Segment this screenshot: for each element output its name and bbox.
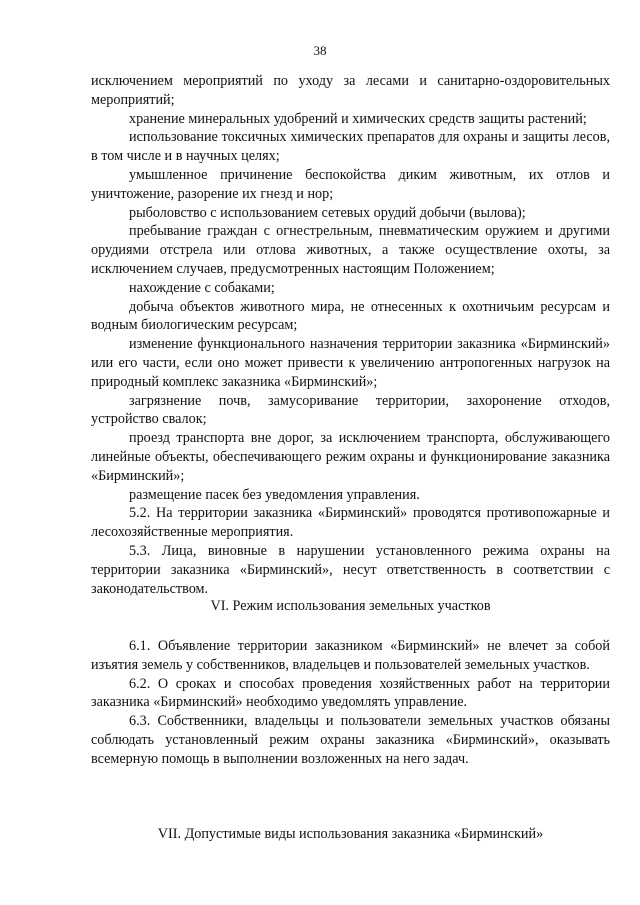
paragraph: пребывание граждан с огнестрельным, пневматическим оружием и другими орудиями отстрела или отлова животных, а также осуществление охоты, за исключением случаев, предусмотренных настоящим Положением; (91, 223, 610, 277)
paragraph: размещение пасек без уведомления управления. (129, 486, 420, 503)
page-number: 38 (313, 43, 327, 58)
paragraph: исключением мероприятий по уходу за лесами и санитарно-оздоровительных мероприятий; (91, 73, 610, 108)
paragraph: 6.1. Объявление территории заказником «Бирминский» не влечет за собой изъятия земель у собственников, владельцев и пользователей земельных участков. (91, 638, 610, 673)
paragraph: загрязнение почв, замусоривание территории, захоронение отходов, устройство свалок; (91, 392, 610, 428)
paragraph: изменение функционального назначения территории заказника «Бирминский» или его части, если оно может привести к увеличению антропогенных нагрузок на природный комплекс заказника «Бирминский»; (91, 336, 610, 390)
section-7-heading: VII. Допустимые виды использования заказника «Бирминский» (157, 826, 544, 842)
paragraph: умышленное причинение беспокойства диким животным, их отлов и уничтожение, разорение их гнезд и нор; (91, 166, 610, 202)
section-6-text (91, 637, 610, 769)
section-6-heading: VI. Режим использования земельных участков (210, 598, 491, 614)
paragraph: 5.2. На территории заказника «Бирминский» проводятся противопожарные и лесохозяйственные мероприятия. (91, 505, 610, 541)
paragraph: 6.3. Собственники, владельцы и пользователи земельных участков обязаны соблюдать установленный режим охраны заказника «Бирминский», оказывать всемерную помощь в выполнении возложенных на него задач. (91, 713, 610, 767)
paragraph: нахождение с собаками; (129, 279, 275, 296)
paragraph: 5.3. Лица, виновные в нарушении установленного режима охраны на территории заказника «Бирминский», несут ответственность в соответствии с законодательством. (91, 542, 610, 597)
paragraph: проезд транспорта вне дорог, за исключением транспорта, обслуживающего линейные объекты, обеспечивающего режим охраны и функционирование заказника «Бирминский»; (91, 430, 610, 484)
paragraph: использование токсичных химических препаратов для охраны и защиты лесов, в том числе и в научных целях; (91, 129, 610, 165)
section-5-text (91, 72, 610, 598)
paragraph: добыча объектов животного мира, не отнесенных к охотничьим ресурсам и водным биологическим ресурсам; (91, 298, 610, 334)
paragraph: хранение минеральных удобрений и химических средств защиты растений; (129, 110, 587, 127)
paragraph: 6.2. О сроках и способах проведения хозяйственных работ на территории заказника «Бирминский» необходимо уведомлять управление. (91, 675, 610, 711)
paragraph: рыболовство с использованием сетевых орудий добычи (вылова); (129, 204, 526, 221)
